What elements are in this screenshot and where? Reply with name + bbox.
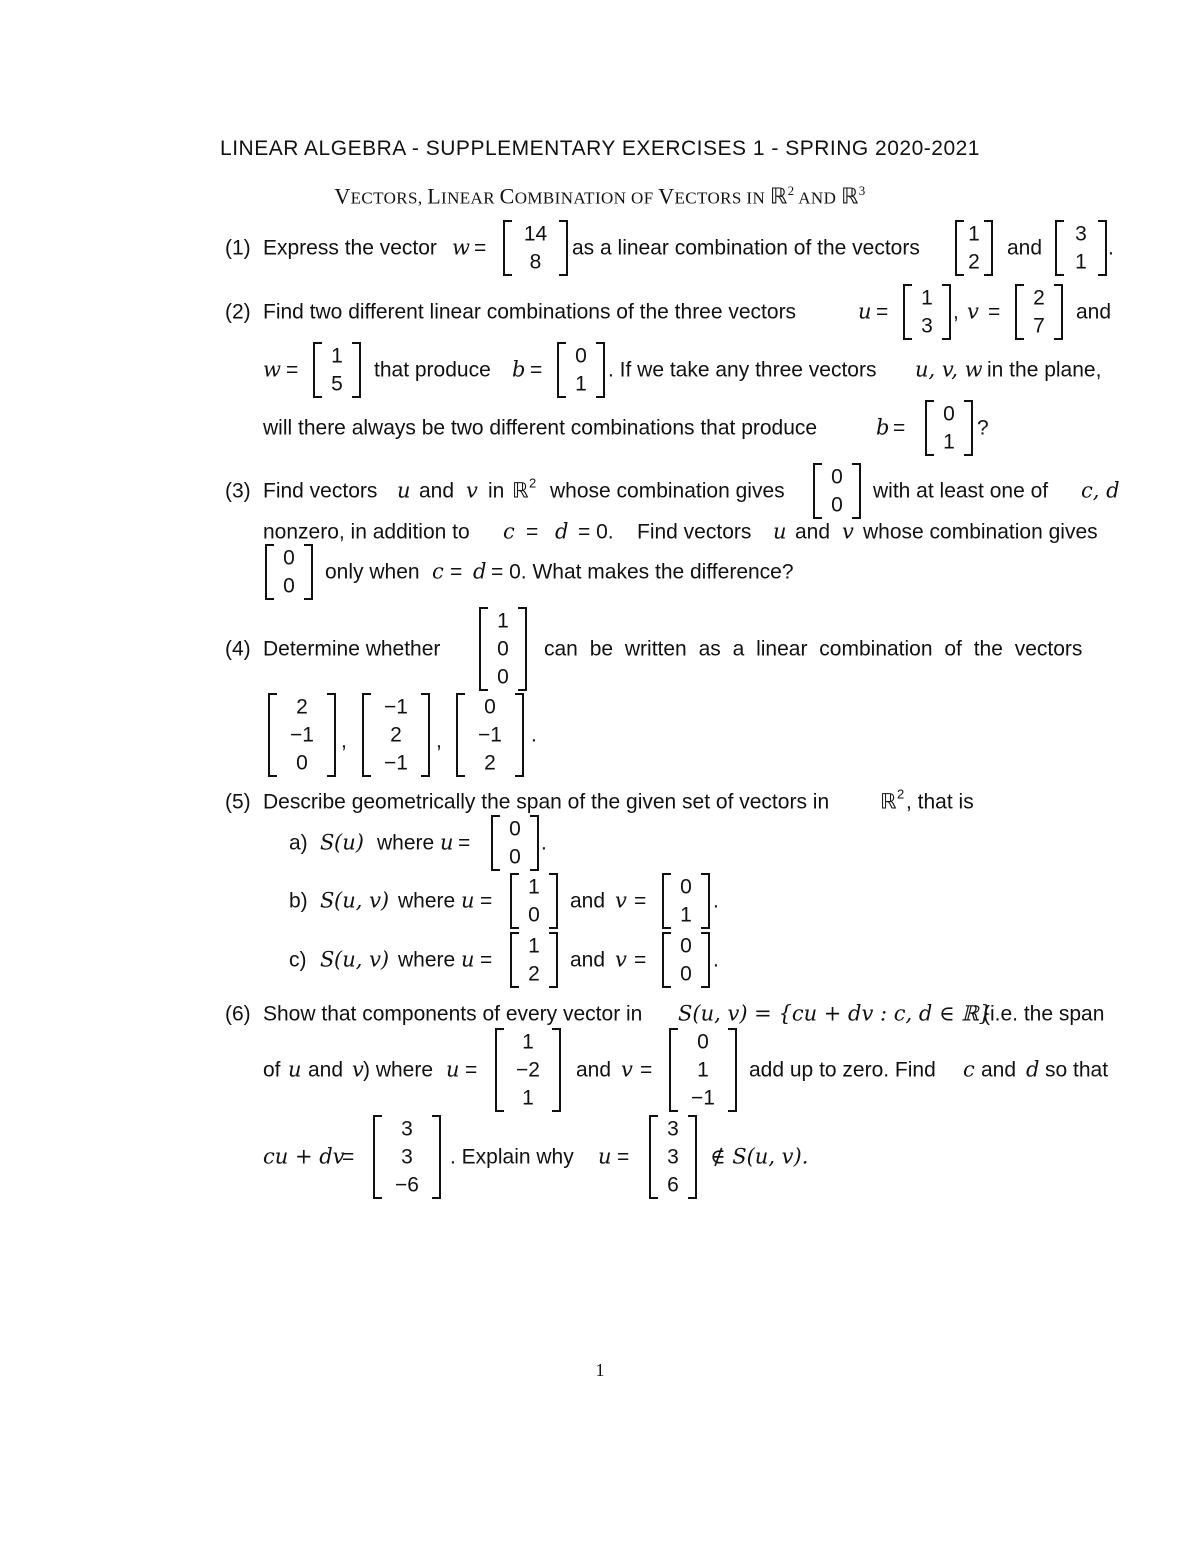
problem-number: (4) — [225, 637, 251, 661]
matrix-entry: 3 — [401, 1117, 413, 1141]
math-op: . — [531, 723, 537, 747]
problem-text: as a linear combination of the vectors — [572, 236, 920, 260]
math-op: . — [713, 889, 719, 913]
problem-text: Find vectors — [637, 520, 752, 544]
problem-text: whose combination gives — [550, 479, 785, 503]
problem-text: Find vectors — [263, 479, 378, 503]
problem-text: where — [398, 948, 456, 972]
problem-text: and — [795, 520, 831, 544]
math-var: v — [621, 1057, 633, 1082]
math-op: = — [634, 889, 647, 913]
math-op: = — [465, 1058, 478, 1082]
vector-matrix — [649, 1115, 697, 1199]
math-var: b — [512, 357, 526, 382]
math-var: u, v, w — [915, 357, 983, 382]
problem-text: can be written as a linear combination of the vectors — [544, 637, 1083, 661]
matrix-entry: 1 — [575, 372, 587, 396]
math-op: = — [286, 358, 299, 382]
math-var: v — [967, 299, 979, 324]
vector-matrix — [491, 815, 539, 871]
matrix-entry: 0 — [680, 962, 692, 986]
page-subtitle: VECTORS, LINEAR COMBINATION OF VECTORS IN ℝ$^2$ AND ℝ$^3$ — [334, 183, 866, 209]
matrix-entry: −1 — [478, 723, 502, 747]
math-op: = — [876, 300, 889, 324]
math-var: u — [598, 1144, 612, 1169]
math-var: v — [615, 947, 627, 972]
math-op: = — [530, 358, 543, 382]
matrix-entry: 1 — [497, 609, 509, 633]
problem-number: (6) — [225, 1002, 251, 1026]
math-var: u — [773, 519, 787, 544]
vector-matrix — [557, 342, 605, 398]
matrix-entry: 14 — [523, 222, 548, 246]
matrix-entry: 3 — [401, 1145, 413, 1169]
problem-text: only when — [325, 560, 420, 584]
math-var: c — [503, 519, 515, 544]
problem-text: Express the vector — [263, 236, 437, 260]
math-symbol: ℝ — [512, 479, 529, 503]
matrix-entry: 0 — [497, 637, 509, 661]
matrix-entry: 1 — [331, 344, 343, 368]
math-var: (u) — [334, 830, 364, 855]
math-op: = — [617, 1145, 630, 1169]
problem-text: ) where — [363, 1058, 434, 1082]
matrix-entry: 1 — [1075, 250, 1087, 274]
math-var: u — [461, 947, 475, 972]
vector-matrix — [373, 1115, 441, 1199]
problem-text: = 0. What makes the difference? — [491, 560, 794, 584]
math-var: (u, v) — [334, 947, 390, 972]
vector-matrix — [456, 693, 524, 777]
math-op: = 0. — [578, 520, 614, 544]
matrix-entry: 0 — [283, 546, 295, 570]
matrix-entry: 0 — [509, 817, 521, 841]
math-op: . — [541, 831, 547, 855]
matrix-entry: 1 — [921, 286, 933, 310]
sub-label: b) — [289, 889, 308, 913]
matrix-entry: 2 — [296, 695, 308, 719]
problem-text: add up to zero. Find — [749, 1058, 936, 1082]
matrix-entry: 2 — [968, 250, 980, 274]
matrix-entry: 7 — [1033, 314, 1045, 338]
vector-matrix — [510, 873, 558, 929]
math-superscript: 2 — [897, 786, 905, 802]
matrix-entry: 0 — [831, 465, 843, 489]
math-var: S — [320, 888, 335, 913]
matrix-entry: 8 — [529, 250, 542, 274]
sub-label: a) — [289, 831, 308, 855]
problem-text: will there always be two different combinations that produce — [263, 416, 818, 440]
problem-text: (i.e. the span — [983, 1002, 1105, 1026]
math-op: = — [480, 889, 493, 913]
matrix-entry: 0 — [831, 493, 843, 517]
math-expression: S(u, v) = {cu + dv : c, d ∈ ℝ} — [678, 1001, 993, 1026]
vector-matrix — [662, 873, 710, 929]
math-op: = — [634, 948, 647, 972]
vector-matrix — [1055, 220, 1107, 276]
matrix-entry: 0 — [575, 344, 587, 368]
problem-text: where — [377, 831, 435, 855]
math-op: = — [342, 1145, 355, 1169]
vector-matrix — [479, 607, 527, 691]
problem-text: and — [570, 948, 606, 972]
math-superscript: 2 — [529, 475, 537, 491]
matrix-entry: 6 — [667, 1173, 679, 1197]
matrix-entry: 3 — [667, 1117, 679, 1141]
problem-text: nonzero, in addition to — [263, 520, 470, 544]
problem-number: (3) — [225, 479, 251, 503]
math-var: d — [473, 559, 487, 584]
vector-matrix — [813, 463, 861, 519]
math-op: = — [450, 560, 463, 584]
math-op: , — [953, 300, 959, 324]
math-var: u — [858, 299, 872, 324]
problem-text: and — [570, 889, 606, 913]
problem-text: of — [263, 1058, 281, 1082]
math-var: (u, v) — [334, 888, 390, 913]
problem-text: where — [398, 889, 456, 913]
vector-matrix — [265, 544, 313, 600]
sub-label: c) — [289, 948, 307, 972]
problem-text: whose combination gives — [863, 520, 1098, 544]
page-title: LINEAR ALGEBRA - SUPPLEMENTARY EXERCISES 1 - SPRING 2020-2021 — [220, 137, 980, 160]
math-op: = — [474, 236, 487, 260]
matrix-entry: −2 — [516, 1058, 540, 1082]
math-op: = — [526, 520, 539, 544]
problem-number: (5) — [225, 790, 251, 814]
math-var: v — [352, 1057, 364, 1082]
matrix-entry: −1 — [384, 695, 408, 719]
vector-matrix — [903, 284, 951, 340]
math-var: v — [615, 888, 627, 913]
matrix-entry: 1 — [522, 1086, 534, 1110]
vector-matrix — [503, 220, 568, 276]
matrix-entry: 1 — [968, 222, 980, 246]
matrix-entry: 2 — [390, 723, 402, 747]
problem-number: (1) — [225, 236, 251, 260]
math-var: v — [466, 478, 478, 503]
matrix-entry: 0 — [296, 751, 308, 775]
problem-text: Find two different linear combinations of the three vectors — [263, 300, 797, 324]
matrix-entry: 2 — [484, 751, 496, 775]
math-op: = — [480, 948, 493, 972]
matrix-entry: 5 — [331, 372, 343, 396]
math-var: S — [320, 947, 335, 972]
matrix-entry: 1 — [528, 934, 540, 958]
math-op: = — [640, 1058, 653, 1082]
problem-text: . If we take any three vectors — [608, 358, 877, 382]
math-var: u — [440, 830, 454, 855]
math-var: v — [842, 519, 854, 544]
problem-text: and — [308, 1058, 344, 1082]
matrix-entry: 3 — [921, 314, 933, 338]
math-op: ? — [977, 416, 989, 440]
math-var: d — [555, 519, 569, 544]
matrix-entry: 0 — [484, 695, 496, 719]
problem-text: in the plane, — [987, 358, 1102, 382]
matrix-entry: 2 — [1033, 286, 1045, 310]
problem-text: that produce — [374, 358, 491, 382]
problem-text: and — [1076, 300, 1112, 324]
math-var: w — [452, 235, 470, 260]
problem-text: so that — [1045, 1058, 1109, 1082]
matrix-entry: −1 — [384, 751, 408, 775]
math-op: . — [713, 948, 719, 972]
math-var: u — [461, 888, 475, 913]
matrix-entry: −1 — [691, 1086, 715, 1110]
matrix-entry: 3 — [1075, 222, 1087, 246]
vector-matrix — [662, 932, 710, 988]
vector-matrix — [925, 400, 973, 456]
math-var: c, d — [1081, 478, 1120, 503]
math-var: c — [963, 1057, 975, 1082]
math-var: S — [320, 830, 335, 855]
vector-matrix — [1015, 284, 1063, 340]
matrix-entry: 1 — [522, 1030, 534, 1054]
matrix-entry: 0 — [283, 574, 295, 598]
problem-text: Describe geometrically the span of the given set of vectors in — [263, 790, 830, 814]
problem-text: and — [1007, 236, 1043, 260]
problem-text: . Explain why — [450, 1145, 574, 1169]
matrix-entry: 0 — [497, 665, 509, 689]
math-op: = — [458, 831, 471, 855]
vector-matrix — [495, 1028, 561, 1112]
matrix-entry: 0 — [680, 875, 692, 899]
page-number: 1 — [595, 1360, 605, 1380]
math-op: . — [1108, 236, 1114, 260]
math-op: = — [988, 300, 1001, 324]
matrix-entry: 0 — [680, 934, 692, 958]
problem-text: in — [488, 479, 505, 503]
problem-text: , that is — [906, 790, 974, 814]
math-op: , — [436, 729, 442, 753]
matrix-entry: 3 — [667, 1145, 679, 1169]
math-op: , — [341, 729, 347, 753]
problem-text: and — [419, 479, 455, 503]
math-var: d — [1026, 1057, 1040, 1082]
problem-text: and — [576, 1058, 612, 1082]
vector-matrix — [268, 693, 336, 777]
math-var: cu + dv — [263, 1144, 345, 1169]
vector-matrix — [313, 342, 361, 398]
vector-matrix — [955, 220, 993, 276]
matrix-entry: 0 — [697, 1030, 709, 1054]
matrix-entry: −6 — [395, 1173, 419, 1197]
problem-text: and — [981, 1058, 1017, 1082]
matrix-entry: 1 — [528, 875, 540, 899]
problem-text: with at least one of — [873, 479, 1049, 503]
matrix-entry: 2 — [528, 962, 540, 986]
matrix-entry: 1 — [943, 430, 955, 454]
vector-matrix — [362, 693, 430, 777]
math-expression: ∉ S(u, v). — [710, 1144, 809, 1169]
math-var: u — [397, 478, 411, 503]
math-var: c — [432, 559, 444, 584]
math-var: w — [263, 357, 281, 382]
problem-number: (2) — [225, 300, 251, 324]
matrix-entry: −1 — [290, 723, 314, 747]
matrix-entry: 0 — [943, 402, 955, 426]
math-var: u — [446, 1057, 460, 1082]
math-op: = — [893, 416, 906, 440]
math-var: u — [288, 1057, 302, 1082]
problem-text: Determine whether — [263, 637, 441, 661]
matrix-entry: 0 — [509, 845, 521, 869]
math-var: b — [876, 415, 890, 440]
matrix-entry: 1 — [680, 903, 692, 927]
matrix-entry: 0 — [528, 903, 540, 927]
vector-matrix — [669, 1028, 737, 1112]
vector-matrix — [510, 932, 558, 988]
matrix-entry: 1 — [697, 1058, 709, 1082]
problem-text: Show that components of every vector in — [263, 1002, 643, 1026]
math-symbol: ℝ — [880, 790, 897, 814]
